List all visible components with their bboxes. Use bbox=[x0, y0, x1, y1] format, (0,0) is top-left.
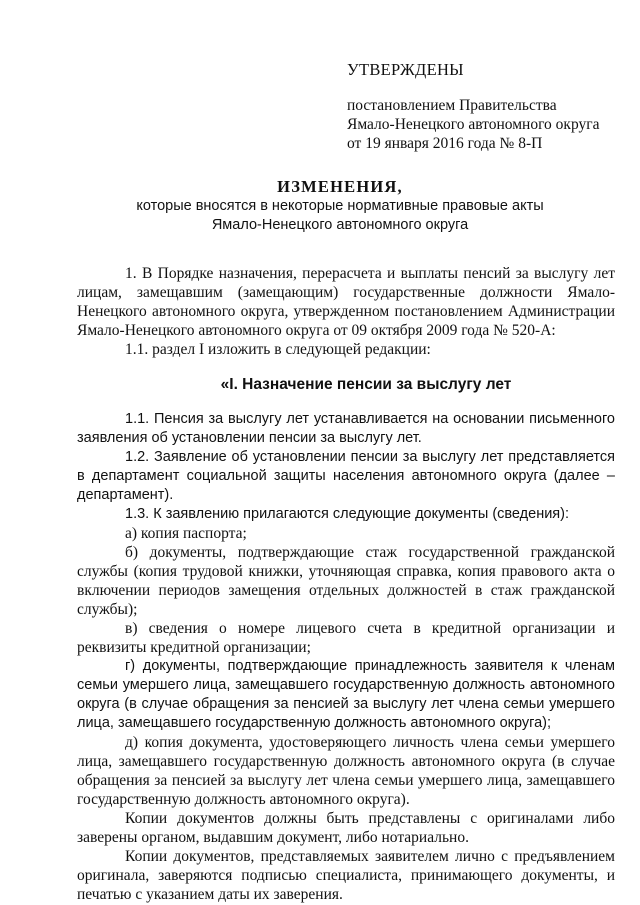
list-item-b: б) документы, подтверждающие стаж государственной гражданской службы (копия трудовой книжки, уточняющая справка, копия правового акта о включении периодов замещения отдельных должностей в стаж гражданской службы); bbox=[77, 544, 615, 618]
section-paragraph-2: 1.2. Заявление об установлении пенсии за выслугу лет представляется в департамент социальной защиты населения автономного округа (далее – департамент). bbox=[77, 449, 615, 503]
list-item-a: а) копия паспорта; bbox=[125, 525, 247, 542]
title-main: ИЗМЕНЕНИЯ, bbox=[277, 177, 403, 196]
section-paragraph-1: 1.1. Пенсия за выслугу лет устанавливается на основании письменного заявления об установлении пенсии за выслугу лет. bbox=[77, 411, 615, 446]
document-body bbox=[77, 264, 615, 904]
section-heading: «I. Назначение пенсии за выслугу лет bbox=[220, 376, 512, 393]
list-item-d: д) копия документа, удостоверяющего личность члена семьи умершего лица, замещавшего государственную должность автономного округа (в случае обращения за пенсией за выслугу лет члена семьи умершего лица, замещавшего государственную должность автономного округа). bbox=[77, 734, 615, 808]
intro-paragraph-1: 1. В Порядке назначения, перерасчета и выплаты пенсий за выслугу лет лицам, замещавшим (замещающим) государственные должности Ямало-Ненецкого автономного округа, утвержденном постановлением Администрации Ямало-Ненецкого автономного округа от 09 октября 2009 года № 520-А: bbox=[77, 265, 615, 339]
section-paragraph-3: 1.3. К заявлению прилагаются следующие документы (сведения): bbox=[125, 506, 570, 522]
document-title bbox=[60, 177, 620, 235]
intro-paragraph-2: 1.1. раздел I изложить в следующей редакции: bbox=[125, 341, 431, 358]
approval-heading: УТВЕРЖДЕНЫ bbox=[347, 60, 464, 79]
copies-paragraph-2: Копии документов, представляемых заявителем лично с предъявлением оригинала, заверяются подписью специалиста, принимающего документы, и печатью с указанием даты их заверения. bbox=[77, 848, 615, 903]
title-sub-2: Ямало-Ненецкого автономного округа bbox=[211, 217, 469, 233]
list-item-v: в) сведения о номере лицевого счета в кредитной организации и реквизиты кредитной организации; bbox=[77, 620, 615, 656]
approval-line-2: Ямало-Ненецкого автономного округа bbox=[347, 116, 600, 133]
title-sub-1: которые вносятся в некоторые нормативные правовые акты bbox=[136, 198, 544, 214]
approval-line-1: постановлением Правительства bbox=[347, 97, 557, 114]
list-item-g: г) документы, подтверждающие принадлежность заявителя к членам семьи умершего лица, замещавшего государственную должность автономного округа (в случае обращения за пенсией за выслугу лет члена семьи умершего лица, замещавшего государственную должность автономного округа); bbox=[77, 658, 615, 731]
copies-paragraph-1: Копии документов должны быть представлены с оригиналами либо заверены органом, выдавшим документ, либо нотариально. bbox=[77, 810, 615, 846]
approval-stamp bbox=[347, 60, 627, 153]
approval-line-3: от 19 января 2016 года № 8-П bbox=[347, 135, 543, 152]
